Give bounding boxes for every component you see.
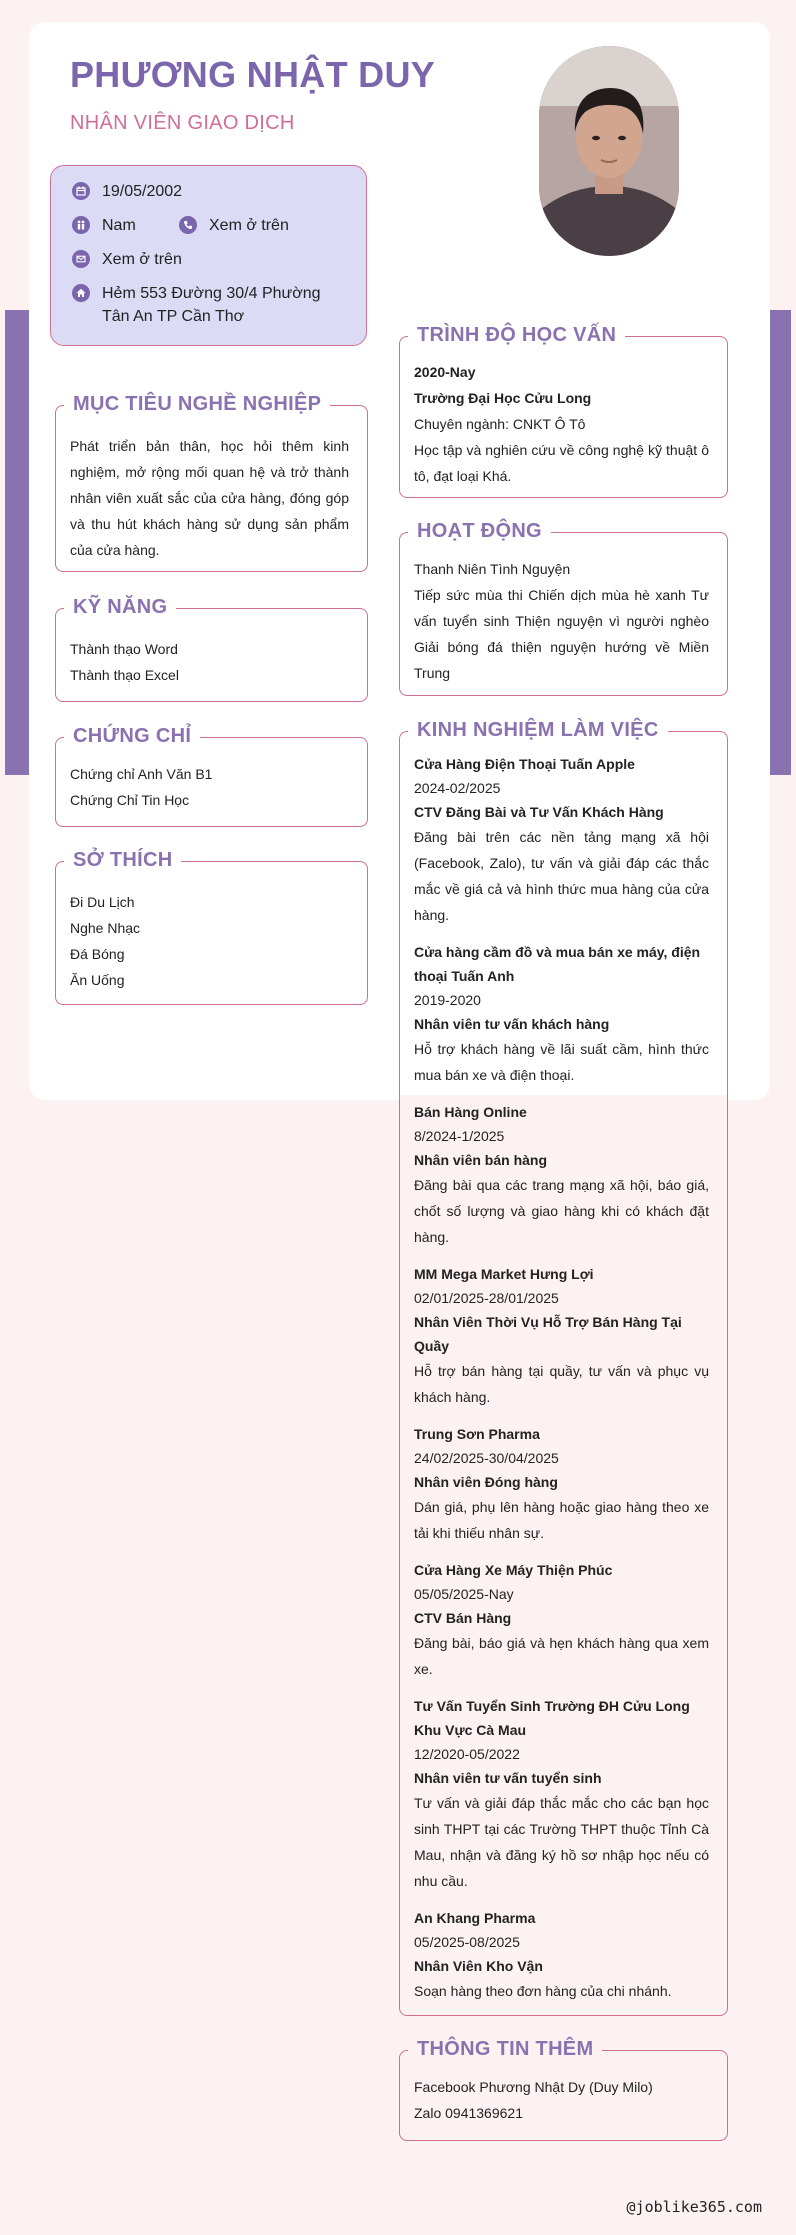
birthday-value: 19/05/2002 xyxy=(102,183,183,200)
watermark-text: @joblike365.com xyxy=(626,2198,762,2216)
address-value: Hẻm 553 Đường 30/4 Phường Tân An TP Cần Thơ xyxy=(102,285,321,325)
job-company: MM Mega Market Hưng Lợi xyxy=(414,1266,594,1282)
job-desc: Soạn hàng theo đơn hàng của chi nhánh. xyxy=(414,1983,672,1999)
skills-section xyxy=(55,596,368,702)
activities-org: Thanh Niên Tình Nguyện xyxy=(414,561,571,577)
education-period: 2020-Nay xyxy=(414,364,476,380)
extra-info-list xyxy=(414,2074,709,2126)
job-period: 24/02/2025-30/04/2025 xyxy=(414,1450,559,1466)
job-entry xyxy=(414,1694,709,1894)
job-position: Nhân viên tư vấn khách hàng xyxy=(414,1016,610,1032)
experience-list xyxy=(414,752,709,2004)
job-desc: Đăng bài trên các nền tảng mạng xã hội (Facebook, Zalo), tư vấn và giải đáp các thắc mắc về giá cả và hình thức mua hàng của cửa hàng. xyxy=(414,829,709,923)
skills-title: KỸ NĂNG xyxy=(64,592,176,622)
extra-info-item: Facebook Phương Nhật Dy (Duy Milo) xyxy=(414,2079,653,2095)
job-period: 12/2020-05/2022 xyxy=(414,1746,520,1762)
job-period: 05/2025-08/2025 xyxy=(414,1934,520,1950)
job-position: Nhân viên tư vấn tuyển sinh xyxy=(414,1770,602,1786)
certificates-section xyxy=(55,725,368,827)
job-desc: Dán giá, phụ lên hàng hoặc giao hàng theo xe tải khi thiếu nhân sự. xyxy=(414,1499,709,1541)
job-company: Cửa Hàng Xe Máy Thiện Phúc xyxy=(414,1562,613,1578)
job-position: Nhân Viên Kho Vận xyxy=(414,1958,543,1974)
address-row xyxy=(72,282,352,328)
education-school: Trường Đại Học Cửu Long xyxy=(414,390,592,406)
education-body xyxy=(414,359,709,489)
job-position: CTV Bán Hàng xyxy=(414,1610,512,1626)
job-position: CTV Đăng Bài và Tư Vấn Khách Hàng xyxy=(414,804,664,820)
job-desc: Tư vấn và giải đáp thắc mắc cho các bạn học sinh THPT tại các Trường THPT thuộc Tỉnh Cà Mau, nhận và đăng ký hồ sơ nhập học nếu có nhu cầu. xyxy=(414,1795,709,1889)
job-company: Cửa hàng cầm đồ và mua bán xe máy, điện thoại Tuấn Anh xyxy=(414,944,701,984)
experience-title: KINH NGHIỆM LÀM VIỆC xyxy=(408,715,668,745)
education-section xyxy=(399,324,728,498)
gender-row xyxy=(72,214,136,237)
objective-section xyxy=(55,393,368,572)
phone-row xyxy=(179,214,289,237)
job-company: Cửa Hàng Điện Thoại Tuấn Apple xyxy=(414,756,635,772)
birthday-row xyxy=(72,180,182,203)
contact-box xyxy=(50,165,367,346)
email-row xyxy=(72,248,182,271)
education-major: Chuyên ngành: CNKT Ô Tô xyxy=(414,416,586,432)
job-entry xyxy=(414,1558,709,1682)
candidate-name: PHƯƠNG NHẬT DUY xyxy=(70,54,436,95)
job-company: An Khang Pharma xyxy=(414,1910,536,1926)
left-accent-band xyxy=(5,310,29,775)
experience-section xyxy=(399,719,728,2016)
job-entry xyxy=(414,752,709,928)
calendar-icon xyxy=(72,182,90,200)
hobbies-list xyxy=(70,889,349,993)
hobby-item: Đá Bóng xyxy=(70,946,125,962)
email-icon xyxy=(72,250,90,268)
hobby-item: Đi Du Lịch xyxy=(70,894,135,910)
hobbies-section xyxy=(55,849,368,1005)
extra-info-title: THÔNG TIN THÊM xyxy=(408,2034,602,2064)
job-period: 2019-2020 xyxy=(414,992,481,1008)
extra-info-item: Zalo 0941369621 xyxy=(414,2105,523,2121)
job-desc: Hỗ trợ khách hàng về lãi suất cầm, hình thức mua bán xe và điện thoại. xyxy=(414,1041,709,1083)
certificate-item: Chứng Chỉ Tin Học xyxy=(70,792,190,808)
skill-item: Thành thạo Excel xyxy=(70,667,179,683)
gender-value: Nam xyxy=(102,217,136,234)
job-company: Tư Vấn Tuyển Sinh Trường ĐH Cửu Long Khu Vực Cà Mau xyxy=(414,1698,690,1738)
education-desc: Học tập và nghiên cứu về công nghệ kỹ thuật ô tô, đạt loại Khá. xyxy=(414,442,709,484)
gender-icon xyxy=(72,216,90,234)
job-company: Trung Sơn Pharma xyxy=(414,1426,540,1442)
profile-photo xyxy=(539,46,679,256)
certificate-item: Chứng chỉ Anh Văn B1 xyxy=(70,766,213,782)
job-desc: Hỗ trợ bán hàng tại quầy, tư vấn và phục vụ khách hàng. xyxy=(414,1363,709,1405)
job-company: Bán Hàng Online xyxy=(414,1104,527,1120)
job-desc: Đăng bài qua các trang mạng xã hội, báo giá, chốt số lượng và giao hàng khi có khách đặt hàng. xyxy=(414,1177,709,1245)
phone-value: Xem ở trên xyxy=(209,217,289,234)
job-entry xyxy=(414,1906,709,2004)
phone-icon xyxy=(179,216,197,234)
job-period: 02/01/2025-28/01/2025 xyxy=(414,1290,559,1306)
job-entry xyxy=(414,1422,709,1546)
job-entry xyxy=(414,1262,709,1410)
job-period: 05/05/2025-Nay xyxy=(414,1586,514,1602)
activities-body xyxy=(414,556,709,686)
profile-portrait-icon xyxy=(539,46,679,256)
skills-list xyxy=(70,636,349,688)
job-desc: Đăng bài, báo giá và hẹn khách hàng qua xem xe. xyxy=(414,1635,709,1677)
home-icon xyxy=(72,284,90,302)
right-accent-band xyxy=(767,310,791,775)
job-period: 8/2024-1/2025 xyxy=(414,1128,505,1144)
job-entry xyxy=(414,940,709,1088)
activities-section xyxy=(399,520,728,696)
hobby-item: Ăn Uống xyxy=(70,972,125,988)
hobbies-title: SỞ THÍCH xyxy=(64,845,181,875)
certificates-list xyxy=(70,761,349,813)
objective-title: MỤC TIÊU NGHỀ NGHIỆP xyxy=(64,389,330,419)
job-position: Nhân Viên Thời Vụ Hỗ Trợ Bán Hàng Tại Quầy xyxy=(414,1314,682,1354)
activities-title: HOẠT ĐỘNG xyxy=(408,516,551,546)
job-period: 2024-02/2025 xyxy=(414,780,501,796)
certificates-title: CHỨNG CHỈ xyxy=(64,721,200,751)
job-position: Nhân viên Đóng hàng xyxy=(414,1474,558,1490)
job-position: Nhân viên bán hàng xyxy=(414,1152,548,1168)
hobby-item: Nghe Nhạc xyxy=(70,920,141,936)
education-title: TRÌNH ĐỘ HỌC VẤN xyxy=(408,320,625,350)
job-entry xyxy=(414,1100,709,1250)
candidate-role: NHÂN VIÊN GIAO DỊCH xyxy=(70,112,295,134)
extra-info-section xyxy=(399,2038,728,2141)
email-value: Xem ở trên xyxy=(102,251,182,268)
activities-desc: Tiếp sức mùa thi Chiến dịch mùa hè xanh Tư vấn tuyển sinh Thiện nguyện vì người nghèo Giải bóng đá thiện nguyện hướng về Miền Trung xyxy=(414,587,709,681)
objective-text: Phát triển bản thân, học hỏi thêm kinh nghiệm, mở rộng mối quan hệ và trở thành nhân viên xuất sắc của cửa hàng, đóng góp và thu hút khách hàng sử dụng sản phẩm của cửa hàng. xyxy=(70,438,349,558)
skill-item: Thành thạo Word xyxy=(70,641,178,657)
